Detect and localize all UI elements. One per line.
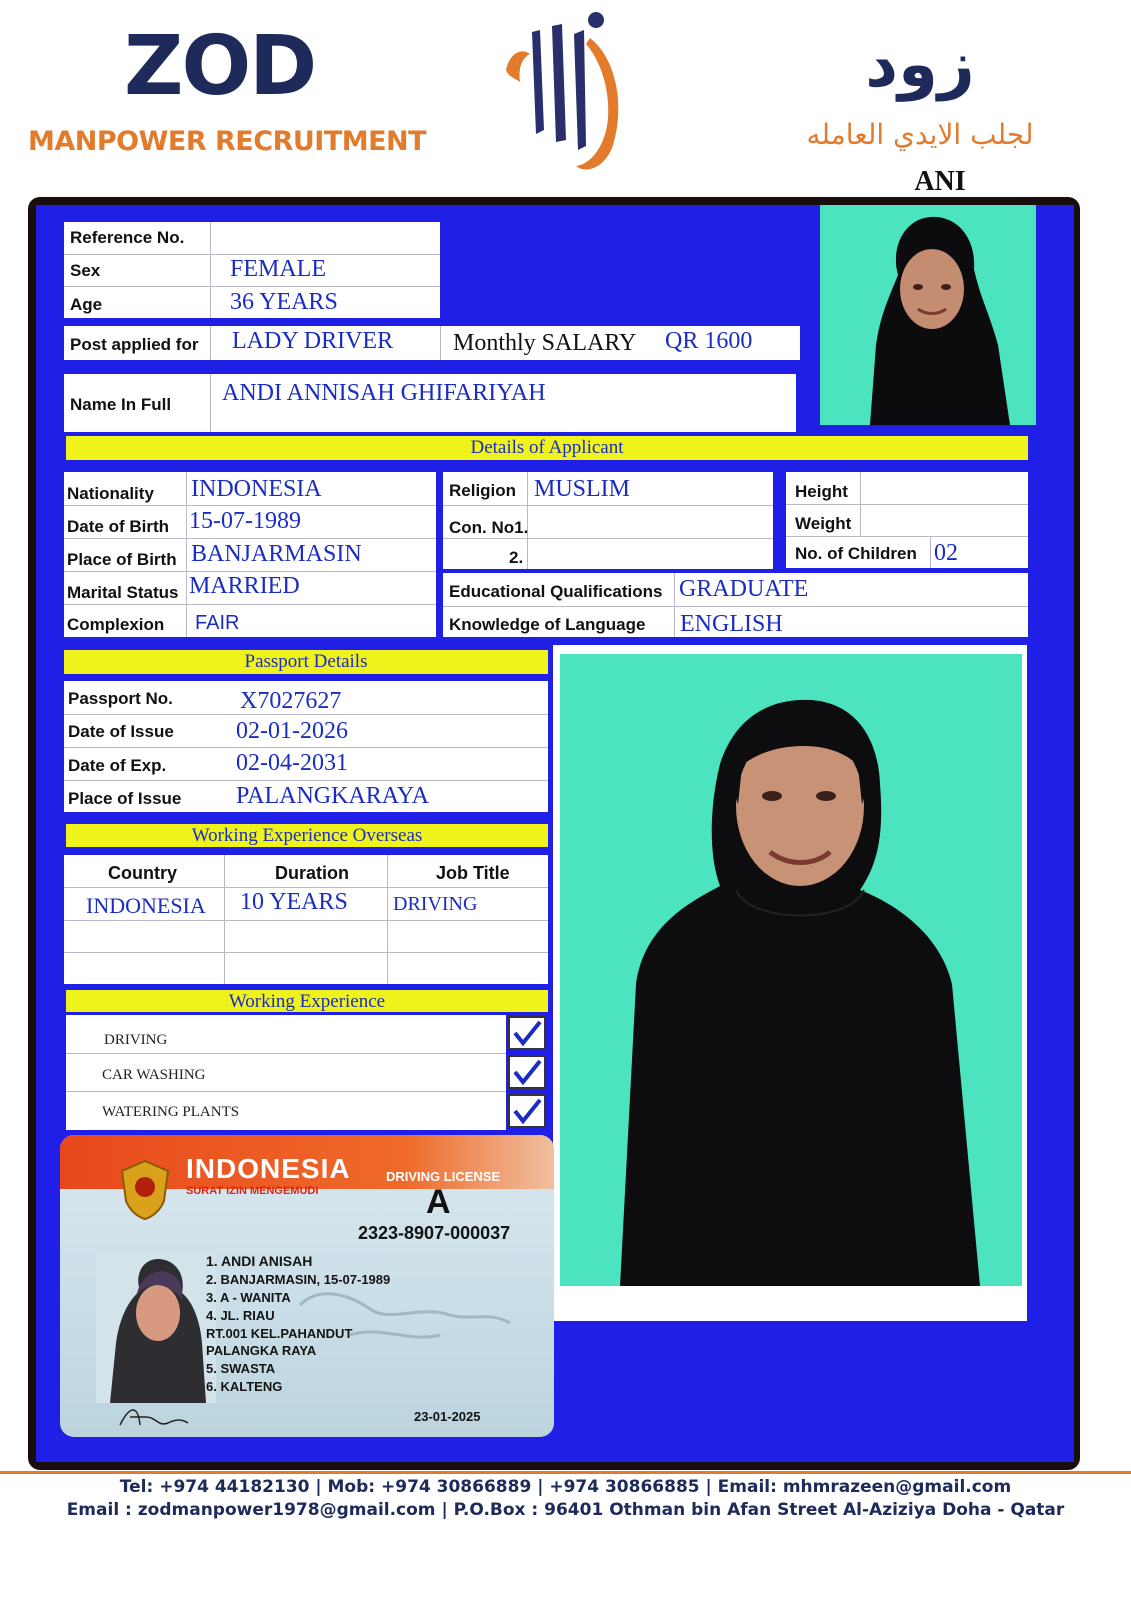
place-of-issue-value: PALANGKARAYA (236, 783, 429, 809)
passport-no-label: Passport No. (68, 689, 173, 708)
license-line-4: 4. JL. RIAU (206, 1308, 275, 1323)
license-line-1: 1. ANDI ANISAH (206, 1253, 313, 1269)
experience-item-driving: DRIVING (104, 1032, 168, 1048)
country-header: Country (108, 863, 177, 883)
passport-title: Passport Details (64, 650, 548, 674)
dob-label: Date of Birth (67, 517, 169, 536)
duration-header: Duration (275, 863, 349, 883)
issue-date-value: 02-01-2026 (236, 718, 348, 744)
expiry-date-label: Date of Exp. (68, 756, 167, 775)
license-subtitle: SURAT IZIN MENGEMUDI (186, 1185, 319, 1197)
license-line-2: 2. BANJARMASIN, 15-07-1989 (206, 1272, 391, 1287)
footer-divider (0, 1471, 1131, 1474)
expiry-date-value: 02-04-2031 (236, 750, 348, 776)
license-date: 23-01-2025 (414, 1409, 481, 1424)
post-label: Post applied for (70, 335, 199, 354)
arabic-brand: زود (865, 28, 975, 102)
issue-date-label: Date of Issue (68, 722, 174, 741)
name-value: ANDI ANNISAH GHIFARIYAH (222, 380, 546, 406)
language-value: ENGLISH (680, 611, 783, 637)
height-label: Height (795, 482, 848, 501)
applicant-code: ANI (914, 166, 966, 197)
overseas-duration: 10 YEARS (240, 889, 348, 915)
reference-label: Reference No. (70, 228, 185, 247)
experience-item-car-washing: CAR WASHING (102, 1067, 206, 1083)
footer-contact: Tel: +974 44182130 | Mob: +974 30866889 | +974 30866885 | Email: mhmrazeen@gmail.com (119, 1477, 1012, 1497)
license-signature (116, 1403, 192, 1431)
experience-title: Working Experience (66, 990, 548, 1012)
age-label: Age (70, 295, 103, 314)
name-label: Name In Full (70, 395, 172, 414)
overseas-country: INDONESIA (86, 893, 206, 918)
post-value: LADY DRIVER (232, 328, 394, 354)
company-logo-icon (500, 8, 640, 178)
license-number: 2323-8907-000037 (358, 1223, 511, 1243)
details-title: Details of Applicant (66, 436, 1028, 460)
applicant-photo-small (820, 205, 1036, 425)
license-holder-photo (96, 1253, 216, 1403)
religion-label: Religion (449, 481, 517, 500)
sex-label: Sex (70, 261, 101, 280)
contact1-label: Con. No1. (449, 518, 529, 537)
check-icon (508, 1094, 546, 1128)
weight-label: Weight (795, 514, 852, 533)
pob-value: BANJARMASIN (191, 541, 362, 567)
pob-label: Place of Birth (67, 550, 177, 569)
contact2-label: 2. (509, 548, 524, 567)
license-line-3: 3. A - WANITA (206, 1290, 291, 1305)
salary-label: Monthly SALARY (453, 330, 637, 356)
children-value: 02 (934, 540, 958, 566)
license-class: A (426, 1183, 451, 1221)
age-value: 36 YEARS (230, 289, 338, 315)
brand-subtitle: MANPOWER RECRUITMENT (28, 126, 427, 157)
check-icon (508, 1016, 546, 1050)
license-line-6: PALANGKA RAYA (206, 1343, 317, 1358)
license-type: DRIVING LICENSE (386, 1169, 501, 1184)
license-line-5: RT.001 KEL.PAHANDUT (206, 1326, 353, 1341)
religion-value: MUSLIM (534, 476, 631, 502)
arabic-tagline: لجلب الايدي العامله (806, 118, 1034, 151)
applicant-photo-large (560, 654, 1022, 1286)
license-country: INDONESIA (186, 1153, 351, 1184)
license-line-7: 5. SWASTA (206, 1361, 276, 1376)
language-label: Knowledge of Language (449, 615, 646, 634)
marital-label: Marital Status (67, 583, 179, 602)
complexion-label: Complexion (67, 615, 165, 634)
nationality-label: Nationality (67, 484, 154, 503)
check-icon (508, 1055, 546, 1089)
experience-item-watering-plants: WATERING PLANTS (102, 1104, 240, 1120)
salary-value: QR 1600 (665, 328, 753, 354)
license-line-8: 6. KALTENG (206, 1379, 283, 1394)
complexion-value: FAIR (195, 612, 240, 634)
job-title-header: Job Title (436, 863, 510, 883)
education-label: Educational Qualifications (449, 582, 663, 601)
brand-name: ZOD (124, 19, 316, 114)
overseas-title: Working Experience Overseas (66, 824, 548, 847)
place-of-issue-label: Place of Issue (68, 789, 182, 808)
passport-no-value: X7027627 (240, 688, 342, 714)
dob-value: 15-07-1989 (189, 508, 301, 534)
footer-address: Email : zodmanpower1978@gmail.com | P.O.Box : 96401 Othman bin Afan Street Al-Aziziya Doha - Qatar (66, 1500, 1065, 1520)
education-value: GRADUATE (679, 576, 809, 602)
children-label: No. of Children (795, 544, 917, 563)
overseas-job-title: DRIVING (393, 893, 478, 915)
sex-value: FEMALE (230, 256, 326, 282)
police-emblem-icon (116, 1157, 174, 1221)
license-map-watermark (290, 1265, 520, 1365)
nationality-value: INDONESIA (191, 476, 322, 502)
driving-license-card (60, 1135, 554, 1437)
marital-value: MARRIED (189, 573, 300, 599)
